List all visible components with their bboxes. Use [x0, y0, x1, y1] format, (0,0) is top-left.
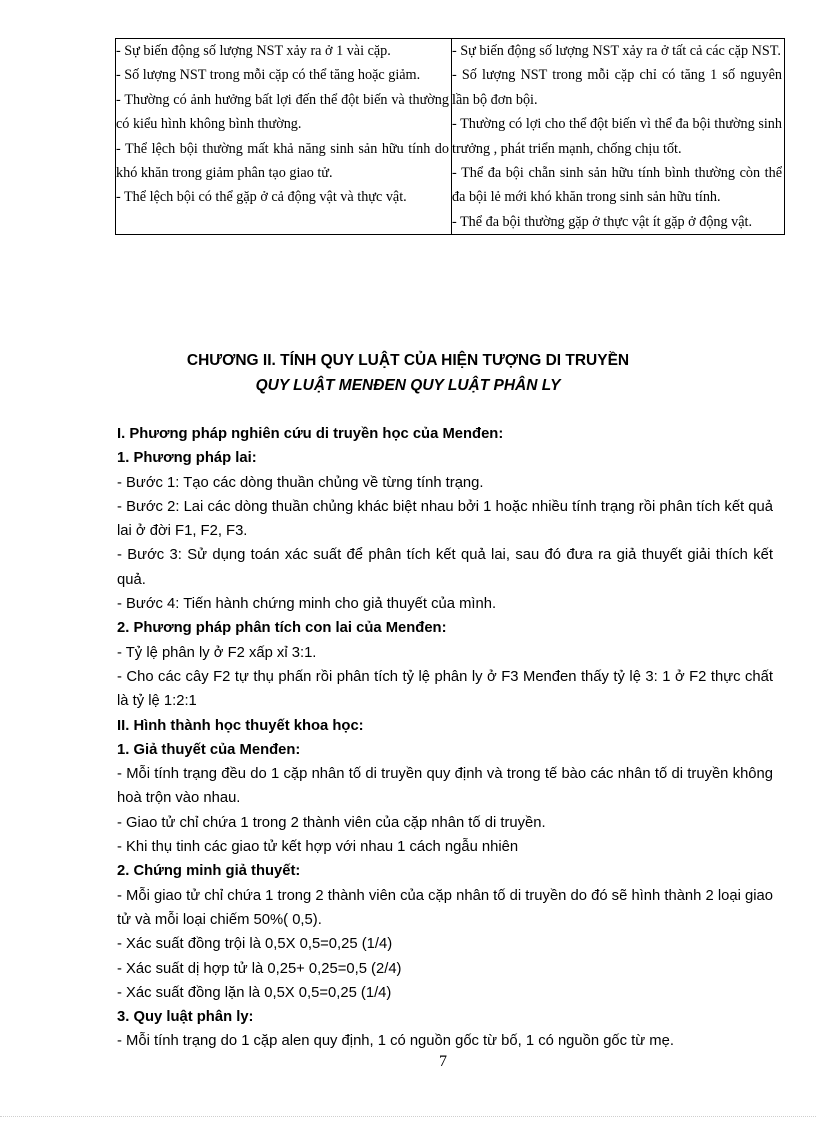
paragraph: - Bước 3: Sử dụng toán xác suất để phân tích kết quả lai, sau đó đưa ra giả thuyết giải thích kết quả. [117, 547, 773, 588]
paragraph: - Khi thụ tinh các giao tử kết hợp với nhau 1 cách ngẫu nhiên [117, 839, 519, 856]
chapter-subtitle: QUY LUẬT MENĐEN QUY LUẬT PHÂN LY [255, 377, 561, 394]
paragraph: - Mỗi giao tử chỉ chứa 1 trong 2 thành viên của cặp nhân tố di truyền do đó sẽ hình thành 2 loại giao tử và mỗi loại chiếm 50%( 0,5). [117, 887, 773, 928]
subsection-heading: 2. Chứng minh giả thuyết: [117, 863, 301, 880]
comparison-table [115, 38, 785, 235]
table-line: - Thường có lợi cho thể đột biến vì thể đa bội thường sinh trưởng , phát triển mạnh, chống chịu tốt. [452, 116, 782, 157]
paragraph: - Xác suất đồng lặn là 0,5X 0,5=0,25 (1/4) [117, 984, 392, 1001]
paragraph: - Bước 2: Lai các dòng thuần chủng khác biệt nhau bởi 1 hoặc nhiều tính trạng rồi phân tích kết quả lai ở đời F1, F2, F3. [117, 498, 773, 540]
paragraph: - Bước 1: Tạo các dòng thuần chủng về từng tính trạng. [117, 474, 484, 491]
page-divider [0, 1116, 816, 1117]
table-line: - Thể lệch bội có thể gặp ở cả động vật và thực vật. [116, 189, 407, 206]
table-line: - Thường có ảnh hưởng bất lợi đến thể đột biến và thường có kiểu hình không bình thường. [116, 91, 449, 133]
table-line: - Thể đa bội thường gặp ở thực vật ít gặp ở động vật. [452, 213, 753, 230]
section-heading: II. Hình thành học thuyết khoa học: [117, 717, 364, 734]
paragraph: - Mỗi tính trạng do 1 cặp alen quy định, 1 có nguồn gốc từ bố, 1 có nguồn gốc từ mẹ. [117, 1033, 674, 1050]
subsection-heading: 1. Giả thuyết của Menđen: [117, 741, 301, 758]
table-row [116, 39, 785, 235]
section-heading: I. Phương pháp nghiên cứu di truyền học của Menđen: [117, 426, 504, 442]
paragraph: - Giao tử chỉ chứa 1 trong 2 thành viên của cặp nhân tố di truyền. [117, 814, 546, 831]
table-line: - Thể lệch bội thường mất khả năng sinh sản hữu tính do khó khăn trong giảm phân tạo giao tử. [116, 140, 449, 182]
table-line: - Sự biến động số lượng NST xảy ra ở tất cả các cặp NST. [452, 43, 781, 59]
body-text [117, 422, 773, 1054]
page-number: 7 [439, 1053, 447, 1070]
paragraph: - Cho các cây F2 tự thụ phấn rồi phân tích tỷ lệ phân ly ở F3 Menđen thấy tỷ lệ 3: 1 ở F2 thực chất là tỷ lệ 1:2:1 [117, 668, 773, 710]
paragraph: - Bước 4: Tiến hành chứng minh cho giả thuyết của mình. [117, 596, 497, 613]
subsection-heading: 2. Phương pháp phân tích con lai của Menđen: [117, 620, 447, 637]
table-line: - Thể đa bội chẵn sinh sản hữu tính bình thường còn thể đa bội lẻ mới khó khăn trong sinh sản hữu tính. [452, 165, 782, 206]
aneuploidy-cell [116, 39, 452, 235]
polyploidy-cell [452, 39, 785, 235]
paragraph: - Tỷ lệ phân ly ở F2 xấp xỉ 3:1. [117, 644, 317, 661]
table-line: - Sự biến động số lượng NST xảy ra ở 1 vài cặp. [116, 43, 391, 59]
subsection-heading: 3. Quy luật phân ly: [117, 1009, 254, 1026]
paragraph: - Xác suất dị hợp tử là 0,25+ 0,25=0,5 (2/4) [117, 960, 402, 977]
paragraph: - Xác suất đồng trội là 0,5X 0,5=0,25 (1/4) [117, 936, 393, 953]
chapter-title: CHƯƠNG II. TÍNH QUY LUẬT CỦA HIỆN TƯỢNG DI TRUYỀN [186, 352, 630, 369]
subsection-heading: 1. Phương pháp lai: [117, 450, 257, 467]
paragraph: - Mỗi tính trạng đều do 1 cặp nhân tố di truyền quy định và trong tế bào các nhân tố di truyền không hoà trộn vào nhau. [117, 766, 773, 807]
table-line: - Số lượng NST trong mỗi cặp chỉ có tăng 1 số nguyên lần bộ đơn bội. [452, 67, 782, 108]
table-line: - Số lượng NST trong mỗi cặp có thể tăng hoặc giảm. [116, 67, 421, 84]
